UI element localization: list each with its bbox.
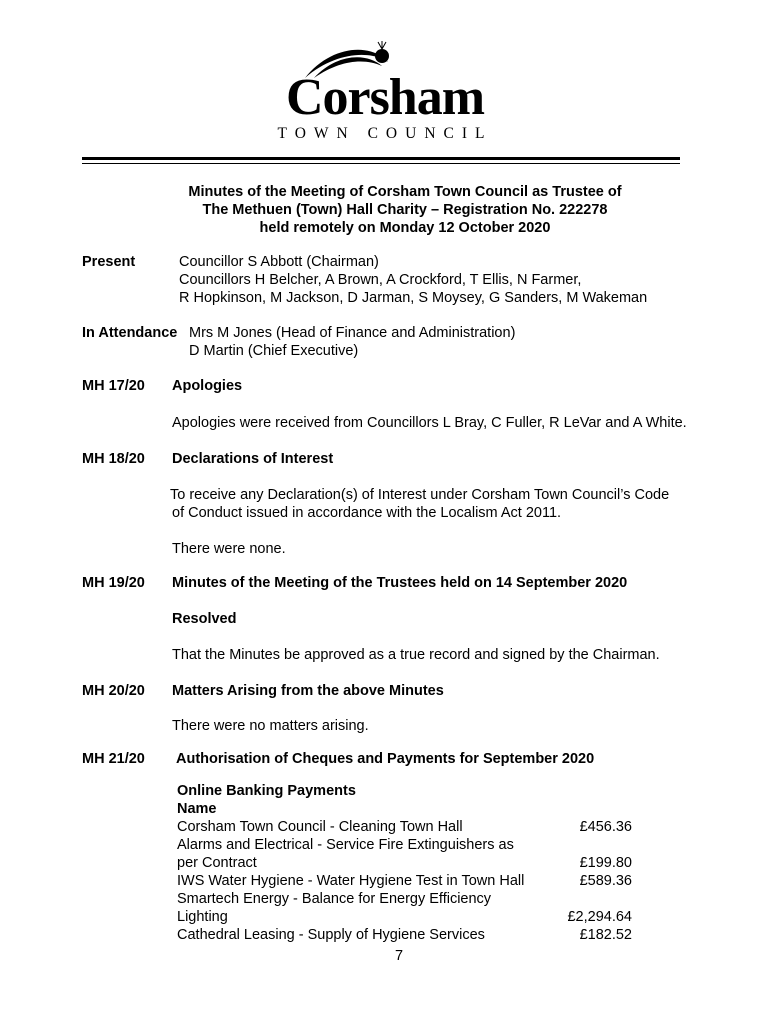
item-text: Apologies were received from Councillors L Bray, C Fuller, R LeVar and A White. bbox=[172, 415, 687, 431]
payment-amount: £2,294.64 bbox=[567, 909, 632, 925]
payment-name: Smartech Energy - Balance for Energy Efficiency bbox=[177, 891, 492, 907]
payments-name-header: Name bbox=[177, 801, 217, 817]
present-line-1: Councillor S Abbott (Chairman) bbox=[179, 254, 379, 270]
attendance-line-1: Mrs M Jones (Head of Finance and Administration) bbox=[189, 325, 516, 341]
document-title-line-3: held remotely on Monday 12 October 2020 bbox=[259, 220, 551, 236]
item-subheading: Resolved bbox=[172, 611, 237, 627]
item-text: There were no matters arising. bbox=[172, 718, 369, 734]
item-ref: MH 17/20 bbox=[82, 378, 145, 394]
item-heading: Apologies bbox=[172, 378, 243, 394]
item-heading: Minutes of the Meeting of the Trustees held on 14 September 2020 bbox=[172, 575, 628, 591]
present-line-2: Councillors H Belcher, A Brown, A Crockford, T Ellis, N Farmer, bbox=[179, 272, 582, 288]
payments-heading: Online Banking Payments bbox=[177, 783, 356, 799]
item-heading: Declarations of Interest bbox=[172, 451, 334, 467]
item-heading: Authorisation of Cheques and Payments for September 2020 bbox=[176, 751, 595, 767]
item-ref: MH 18/20 bbox=[82, 451, 145, 467]
item-ref: MH 20/20 bbox=[82, 683, 145, 699]
item-heading: Matters Arising from the above Minutes bbox=[172, 683, 444, 699]
page-number: 7 bbox=[395, 948, 404, 964]
payment-name: Lighting bbox=[177, 909, 228, 925]
payment-amount: £199.80 bbox=[579, 855, 632, 871]
header-rule-thin bbox=[82, 163, 680, 164]
payment-amount: £589.36 bbox=[579, 873, 632, 889]
document-title-line-2: The Methuen (Town) Hall Charity – Registration No. 222278 bbox=[202, 202, 608, 218]
present-label: Present bbox=[82, 254, 136, 270]
payment-name: Alarms and Electrical - Service Fire Extinguishers as bbox=[177, 837, 514, 853]
document-title-line-1: Minutes of the Meeting of Corsham Town Council as Trustee of bbox=[188, 184, 622, 200]
payment-amount: £456.36 bbox=[579, 819, 632, 835]
item-ref: MH 19/20 bbox=[82, 575, 145, 591]
payment-name: Cathedral Leasing - Supply of Hygiene Services bbox=[177, 927, 485, 943]
item-text: of Conduct issued in accordance with the Localism Act 2011. bbox=[172, 505, 562, 521]
payment-name: per Contract bbox=[177, 855, 257, 871]
header-rule-thick bbox=[82, 157, 680, 160]
logo-subtitle: TOWN COUNCIL bbox=[277, 125, 493, 142]
item-text: That the Minutes be approved as a true record and signed by the Chairman. bbox=[172, 647, 660, 663]
item-text: There were none. bbox=[172, 541, 286, 557]
item-ref: MH 21/20 bbox=[82, 751, 145, 767]
payment-amount: £182.52 bbox=[579, 927, 632, 943]
logo-wordmark: Corsham bbox=[285, 69, 485, 126]
payment-name: IWS Water Hygiene - Water Hygiene Test in Town Hall bbox=[177, 873, 525, 889]
item-text: To receive any Declaration(s) of Interest under Corsham Town Council’s Code bbox=[170, 487, 670, 503]
payment-name: Corsham Town Council - Cleaning Town Hall bbox=[177, 819, 463, 835]
attendance-label: In Attendance bbox=[82, 325, 178, 341]
attendance-line-2: D Martin (Chief Executive) bbox=[189, 343, 359, 359]
present-line-3: R Hopkinson, M Jackson, D Jarman, S Moysey, G Sanders, M Wakeman bbox=[179, 290, 648, 306]
